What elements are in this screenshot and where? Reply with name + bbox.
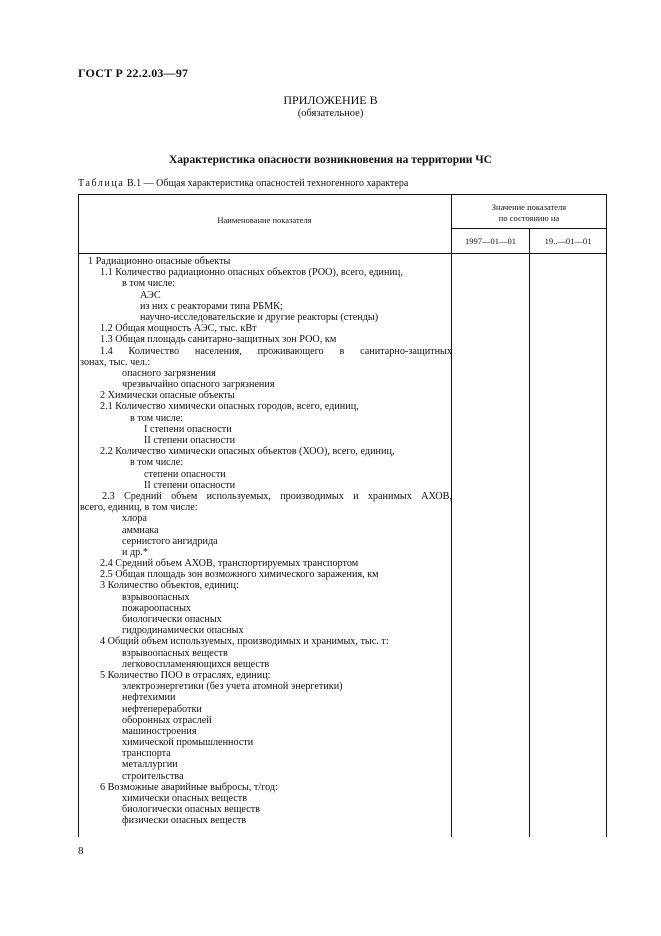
table-row: опасного загрязнения — [122, 367, 216, 379]
table-row: 2.3 Средний объем используемых, производимых и хранимых АХОВ, — [102, 490, 452, 502]
table-row: научно-исследовательские и другие реакторы (стенды) — [140, 311, 379, 323]
table-row: взрывоопасных — [122, 591, 190, 603]
table-row: легковоспламеняющихся веществ — [122, 658, 270, 670]
table-border-top — [78, 194, 607, 195]
header-bottom-rule — [78, 253, 607, 254]
column-divider-dates — [529, 228, 530, 837]
table-row: 4 Общий объем используемых, производимых и хранимых, тыс. т: — [100, 636, 389, 648]
date-column-19xx: 19..—01—01 — [544, 236, 592, 246]
table-row: 2.4 Средний объем АХОВ, транспортируемых транспортом — [100, 558, 359, 570]
table-row: 1.3 Общая площадь санитарно-защитных зон РОО, км — [100, 334, 337, 346]
date-column-1997: 1997—01—01 — [465, 236, 516, 246]
table-row: биологически опасных — [122, 614, 222, 625]
table-row: зонах, тыс. чел.: — [80, 356, 151, 368]
table-row: биологически опасных веществ — [122, 804, 260, 816]
table-row: химической промышленности — [122, 737, 254, 749]
table-row: физически опасных веществ — [122, 815, 247, 827]
table-row: 2.5 Общая площадь зон возможного химического заражения, км — [100, 569, 379, 581]
table-row: металлургии — [122, 759, 178, 771]
table-row: и др.* — [122, 546, 148, 558]
table-row: 2.1 Количество химически опасных городов, всего, единиц, — [100, 401, 359, 413]
table-row: в том числе: — [130, 412, 184, 424]
name-column-header: Наименование показателя — [217, 215, 312, 225]
section-title: Характеристика опасности возникновения на территории ЧС — [169, 154, 492, 166]
table-row: 2 Химически опасные объекты — [100, 390, 235, 402]
table-row: транспорта — [122, 748, 171, 760]
table-row: строительства — [122, 770, 184, 782]
table-row: степени опасности — [144, 468, 226, 480]
table-border-right — [606, 194, 607, 837]
table-row: 5 Количество ПОО в отраслях, единиц: — [100, 669, 271, 681]
table-row: 1.2 Общая мощность АЭС, тыс. кВт — [100, 323, 257, 335]
table-row: гидродинамически опасных — [122, 625, 244, 637]
table-row: нефтехимии — [122, 692, 176, 704]
table-caption — [78, 178, 408, 189]
value-column-header-line2: по состоянию на — [498, 213, 560, 223]
table-row: оборонных отраслей — [122, 714, 212, 726]
table-row: в том числе: — [122, 278, 176, 290]
appendix-subtitle: (обязательное) — [297, 108, 364, 119]
table-row: хлора — [122, 513, 147, 525]
table-row: I степени опасности — [144, 423, 232, 435]
table-row: пожароопасных — [122, 602, 192, 614]
value-column-header-line1: Значение показателя — [491, 202, 567, 212]
table-row: нефтепереработки — [122, 703, 202, 715]
page-number: 8 — [78, 845, 84, 857]
document-code-header: ГОСТ Р 22.2.03—97 — [78, 66, 189, 80]
appendix-title: ПРИЛОЖЕНИЕ В — [283, 93, 378, 107]
table-row: 6 Возможные аварийные выбросы, т/год: — [100, 781, 278, 793]
table-row: всего, единиц, в том числе: — [80, 502, 198, 514]
table-row: машиностроения — [122, 725, 197, 737]
table-row: из них с реакторами типа РБМК; — [140, 300, 283, 312]
table-row: взрывоопасных веществ — [122, 647, 228, 659]
table-row: 1 Радиационно опасные объекты — [88, 256, 231, 267]
table-row: электроэнергетики (без учета атомной энергетики) — [122, 681, 343, 693]
table-border-left — [78, 194, 79, 837]
table-row: чрезвычайно опасного загрязнения — [122, 379, 275, 391]
table-row: 1.4 Количество населения, проживающего в санитарно-защитных — [100, 345, 452, 357]
table-row: в том числе: — [130, 457, 184, 469]
table-caption-text: В.1 — Общая характеристика опасностей техногенного характера — [124, 178, 409, 189]
table-caption-prefix: Таблица — [78, 178, 125, 189]
table-row: сернистого ангидрида — [122, 535, 218, 547]
table-body-rows — [80, 256, 452, 827]
table-row: 1.1 Количество радиационно опасных объектов (РОО), всего, единиц, — [100, 267, 403, 279]
table-row: II степени опасности — [144, 435, 236, 446]
table-row: аммиака — [122, 524, 159, 536]
table-row: химически опасных веществ — [122, 793, 248, 804]
table-row: 3 Количество объектов, единиц: — [100, 580, 239, 592]
table-row: 2.2 Количество химически опасных объектов (ХОО), всего, единиц, — [100, 446, 395, 458]
table-row: II степени опасности — [144, 479, 236, 491]
table-row: АЭС — [140, 289, 161, 301]
